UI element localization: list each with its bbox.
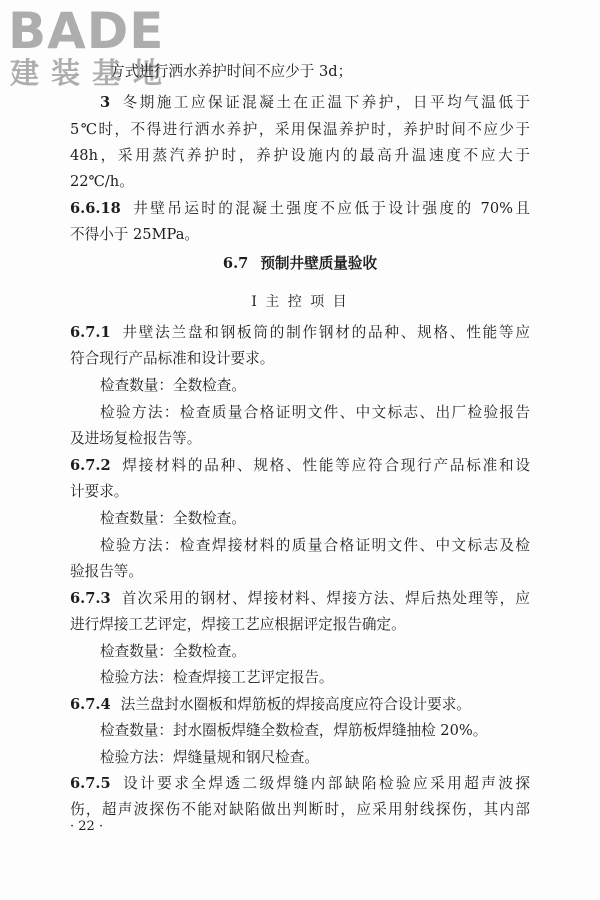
clause-text: 法兰盘封水圈板和焊筋板的焊接高度应符合设计要求。 xyxy=(120,696,471,713)
subsection-heading: Ⅰ 主 控 项 目 xyxy=(251,294,349,310)
text-line: 验报告等。 xyxy=(70,563,143,580)
clause-number: 6.7.5 xyxy=(70,775,111,792)
clause-text: 井壁吊运时的混凝土强度不应低于设计强度的 70%且 xyxy=(130,200,530,217)
clause-6-7-4 xyxy=(70,695,530,715)
inspection-method: 检验方法：检查质量合格证明文件、中文标志、出厂检验报告 xyxy=(100,404,530,421)
clause-6-7-1 xyxy=(70,323,530,343)
logo-latin-text: BADE xyxy=(8,2,165,60)
text-line: 伤，超声波探伤不能对缺陷做出判断时，应采用射线探伤，其内部 xyxy=(70,801,530,818)
clause-number: 6.6.18 xyxy=(70,200,121,217)
clause-text: 设计要求全焊透二级焊缝内部缺陷检验应采用超声波探 xyxy=(120,775,530,792)
text-line: 22℃/h。 xyxy=(70,173,134,190)
clause-6-6-18 xyxy=(70,199,530,219)
text-line xyxy=(100,93,530,113)
inspection-quantity: 检查数量：全数检查。 xyxy=(100,510,246,527)
page-number: · 22 · xyxy=(70,819,104,834)
text-line: 5℃时，不得进行洒水养护，采用保温养护时，养护时间不应少于 xyxy=(70,121,530,138)
section-heading xyxy=(0,254,600,274)
clause-number: 6.7.1 xyxy=(70,324,111,341)
text-line: 48h，采用蒸汽养护时，养护设施内的最高升温速度不应大于 xyxy=(70,147,530,164)
inspection-quantity: 检查数量：封水圈板焊缝全数检查，焊筋板焊缝抽检 20%。 xyxy=(100,722,488,739)
inspection-quantity: 检查数量：全数检查。 xyxy=(100,377,246,394)
text-line: 方式进行洒水养护时间不应少于 3d； xyxy=(110,63,353,80)
clause-6-7-3 xyxy=(70,589,530,609)
clause-text: 焊接材料的品种、规格、性能等应符合现行产品标准和设 xyxy=(120,457,530,474)
text-line: 进行焊接工艺评定，焊接工艺应根据评定报告确定。 xyxy=(70,616,406,633)
clause-6-7-2 xyxy=(70,456,530,476)
item-number: 3 xyxy=(100,94,111,111)
section-title: 预制井壁质量验收 xyxy=(260,255,378,272)
inspection-method: 检验方法：检查焊接工艺评定报告。 xyxy=(100,669,334,686)
clause-number: 6.7.4 xyxy=(70,696,111,713)
clause-text: 井壁法兰盘和钢板筒的制作钢材的品种、规格、性能等应 xyxy=(120,324,530,341)
logo-chinese-text: 建装基地 xyxy=(10,56,175,90)
item-text: 冬期施工应保证混凝土在正温下养护，日平均气温低于 xyxy=(120,94,530,111)
text-line: 计要求。 xyxy=(70,483,129,500)
text-line: 及进场复检报告等。 xyxy=(70,430,202,447)
clause-text: 首次采用的钢材、焊接材料、焊接方法、焊后热处理等，应 xyxy=(120,590,530,607)
clause-number: 6.7.2 xyxy=(70,457,111,474)
inspection-quantity: 检查数量：全数检查。 xyxy=(100,643,246,660)
section-number: 6.7 xyxy=(222,255,249,272)
text-line: 符合现行产品标准和设计要求。 xyxy=(70,350,275,367)
inspection-method: 检验方法：焊缝量规和钢尺检查。 xyxy=(100,749,319,766)
text-line: 不得小于 25MPa。 xyxy=(70,226,199,243)
clause-number: 6.7.3 xyxy=(70,590,111,607)
inspection-method: 检验方法：检查焊接材料的质量合格证明文件、中文标志及检 xyxy=(100,537,530,554)
clause-6-7-5 xyxy=(70,774,530,794)
